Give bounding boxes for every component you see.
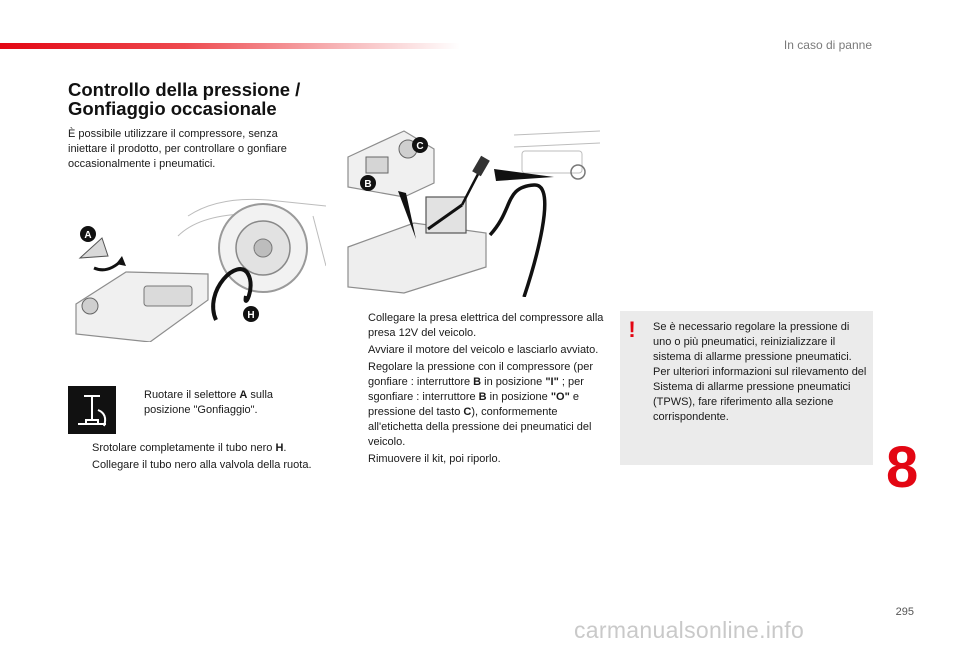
step-text: e pressione del tasto bbox=[368, 391, 580, 418]
step-text: Srotolare completamente il tubo nero bbox=[92, 442, 276, 454]
step-bold: H bbox=[275, 442, 284, 454]
list-item bbox=[344, 360, 606, 450]
step-text: in posizione bbox=[486, 391, 551, 403]
step-text: Regolare la pressione con il compressore (per gonfiare : interruttore bbox=[368, 361, 593, 388]
right-step-list bbox=[344, 311, 606, 469]
list-item bbox=[344, 311, 606, 341]
inflation-hose bbox=[490, 185, 545, 297]
warning-icon: ! bbox=[628, 317, 636, 342]
step-bold: B bbox=[478, 391, 487, 403]
wheel-hub bbox=[254, 239, 272, 257]
compressor-wheel-illustration bbox=[68, 196, 326, 342]
list-item bbox=[120, 388, 320, 418]
compressor-connection-illustration bbox=[344, 127, 600, 297]
intro-paragraph: È possibile utilizzare il compressore, senza iniettare il prodotto, per controllare o gonfiare occasionalmente i pneumatici. bbox=[68, 128, 287, 170]
chapter-number: 8 bbox=[886, 435, 919, 500]
inflate-step-list bbox=[120, 388, 320, 420]
page-number: 295 bbox=[895, 606, 914, 618]
step-text: Avviare il motore del veicolo e lasciarlo avviato. bbox=[368, 344, 599, 356]
warning-box bbox=[620, 311, 873, 465]
callout-h-label: H bbox=[247, 310, 255, 321]
compressor-panel bbox=[144, 286, 192, 306]
step-text: sulla posizione "Gonfiaggio". bbox=[144, 389, 274, 416]
power-plug bbox=[472, 156, 490, 177]
callout-c-label: C bbox=[416, 141, 424, 152]
step-bold: C bbox=[463, 406, 472, 418]
list-item bbox=[68, 458, 318, 473]
step-text: Ruotare il selettore bbox=[144, 389, 240, 401]
list-item bbox=[344, 343, 606, 358]
step-text: Rimuovere il kit, poi riporlo. bbox=[368, 453, 501, 465]
inflate-step bbox=[68, 386, 318, 434]
warning-text bbox=[653, 320, 867, 425]
valve-icon bbox=[571, 165, 585, 179]
rotate-arrow bbox=[94, 260, 122, 270]
callout-b-label: B bbox=[364, 179, 372, 190]
watermark: carmanualsonline.info bbox=[574, 617, 805, 643]
pointer-wedge-right bbox=[494, 169, 554, 181]
power-switch bbox=[366, 157, 388, 173]
selector-dial bbox=[82, 298, 98, 314]
step-bold: A bbox=[239, 389, 248, 401]
header-accent-bar bbox=[0, 43, 460, 49]
list-item bbox=[344, 452, 606, 467]
page-title bbox=[68, 80, 338, 118]
step-text: . bbox=[283, 442, 287, 454]
step-bold: B bbox=[473, 376, 482, 388]
step-text: ), conformemente all'etichetta della pressione dei pneumatici del veicolo. bbox=[368, 406, 592, 448]
step-bold: "I" bbox=[545, 376, 559, 388]
step-text: Collegare la presa elettrica del compressore alla presa 12V del veicolo. bbox=[368, 312, 604, 339]
step-text: in posizione bbox=[481, 376, 546, 388]
step-text: Collegare il tubo nero alla valvola della ruota. bbox=[92, 459, 312, 471]
step-text: ; per sgonfiare : interruttore bbox=[368, 376, 584, 403]
callout-a-label: A bbox=[84, 230, 92, 241]
section-title: In caso di panne bbox=[783, 38, 872, 52]
left-step-list bbox=[68, 441, 318, 475]
pump-pictogram-icon bbox=[68, 386, 116, 434]
warning-paragraph: Per ulteriori informazioni sul rilevamento del Sistema di allarme pressione pneumatici (TPWS), fare riferimento alla sezione corrispondente. bbox=[653, 366, 867, 423]
page-title-line2: Gonfiaggio occasionale bbox=[68, 98, 277, 119]
list-item bbox=[68, 441, 318, 456]
page-title-line1: Controllo della pressione / bbox=[68, 79, 301, 100]
warning-paragraph: Se è necessario regolare la pressione di uno o più pneumatici, reinizializzare il sistema di allarme pressione pneumatici. bbox=[653, 321, 852, 363]
step-bold: "O" bbox=[550, 391, 570, 403]
